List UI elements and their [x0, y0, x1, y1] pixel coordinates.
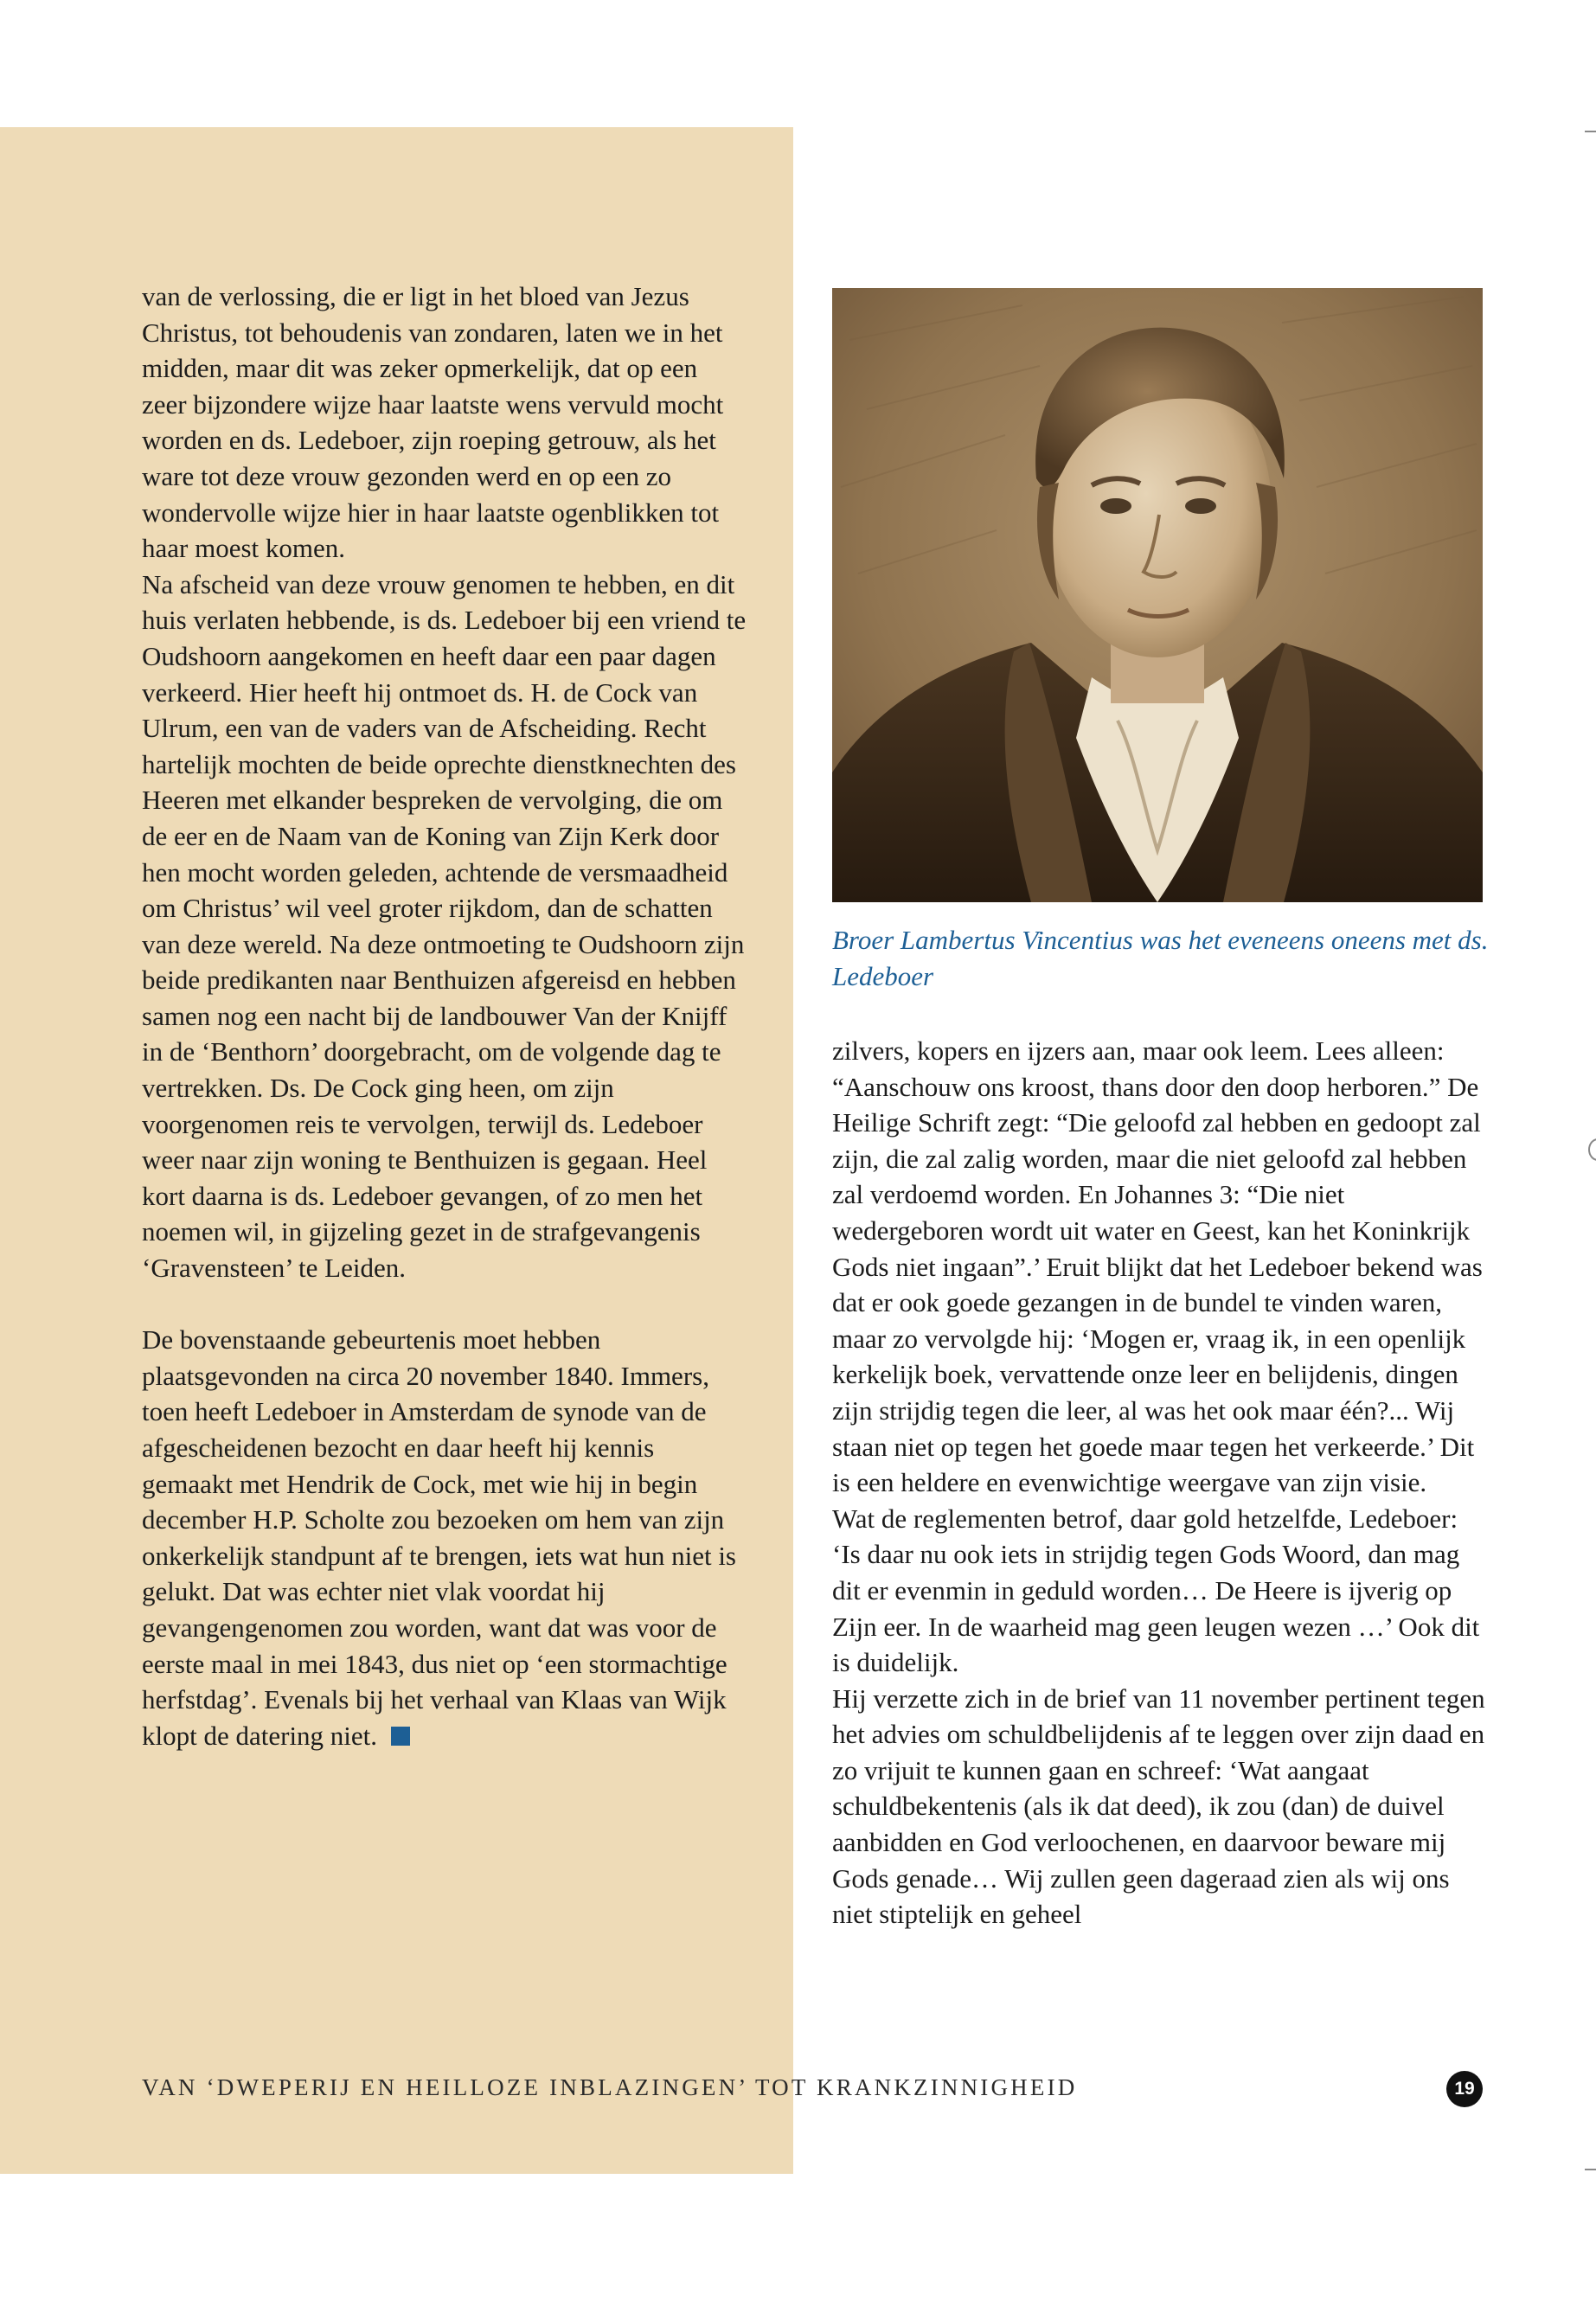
left-paragraph-3-text: De bovenstaande gebeurtenis moet hebben plaatsgevonden na circa 20 november 1840. Immers, toen heeft Ledeboer in Amsterdam de synode van de afgescheidenen bezocht en daar heeft hij kennis gemaakt met Hendrik de Cock, met wie hij in begin december H.P. Scholte zou bezoeken om hem van zijn onkerkelijk standpunt af te brengen, iets wat hun niet is gelukt. Dat was echter niet vlak voordat hij gevangengenomen zou worden, want dat was voor de eerste maal in mei 1843, dus niet op ‘een stormachtige herfstdag’. Evenals bij het verhaal van Klaas van Wijk klopt de datering niet.	[142, 1324, 736, 1751]
left-paragraph-1: van de verlossing, die er ligt in het bloed van Jezus Christus, tot behoudenis van zondaren, laten we in het midden, maar dit was zeker opmerkelijk, dat op een zeer bijzondere wijze haar laatste wens vervuld mocht worden en ds. Ledeboer, zijn roeping getrouw, als het ware tot deze vrouw gezonden werd en op een zo wondervolle wijze hier in haar laatste ogenblikken tot haar moest komen.	[142, 281, 724, 564]
left-text-column	[142, 279, 747, 1753]
right-paragraph-2: Wat de reglementen betrof, daar gold hetzelfde, Ledeboer: ‘Is daar nu ook iets in strijdig tegen Gods Woord, dan mag dit er evenmin in geduld worden… De Heere is ijverig op Zijn eer. In de waarheid mag geen leugen wezen …’ Ook dit is duidelijk.	[832, 1503, 1480, 1678]
running-footer-title: VAN ‘DWEPERIJ EN HEILLOZE INBLAZINGEN’ TOT KRANKZINNIGHEID	[142, 2074, 1078, 2100]
crop-mark-top	[1585, 131, 1596, 132]
article-end-square-icon	[391, 1727, 410, 1746]
left-paragraph-2: Na afscheid van deze vrouw genomen te hebben, en dit huis verlaten hebbende, is ds. Ledeboer bij een vriend te Oudshoorn aangekomen en heeft daar een paar dagen verkeerd. Hier heeft hij ontmoet ds. H. de Cock van Ulrum, een van de vaders van de Afscheiding. Recht hartelijk mochten de beide oprechte dienstknechten des Heeren met elkander bespreken de vervolging, die om de eer en de Naam van de Koning van Zijn Kerk door hen mocht worden geleden, achtende de versmaadheid om Christus’ wil veel groter rijkdom, dan de schatten van deze wereld. Na deze ontmoeting te Oudshoorn zijn beide predikanten naar Benthuizen afgereisd en hebben samen nog een nacht bij de landbouwer Van der Knijff in de ‘Benthorn’ doorgebracht, om de volgende dag te vertrekken. Ds. De Cock ging heen, om zijn voorgenomen reis te vervolgen, terwijl ds. Ledeboer weer naar zijn woning te Benthuizen is gegaan. Heel kort daarna is ds. Ledeboer gevangen, of zo men het noemen wil, in gijzeling gezet in de strafgevangenis ‘Gravensteen’ te Leiden.	[142, 568, 747, 1284]
portrait-photo	[832, 288, 1483, 902]
figure-caption: Broer Lambertus Vincentius was het eveneens oneens met ds. Ledeboer	[832, 925, 1489, 991]
left-paragraph-3	[142, 1322, 747, 1753]
right-paragraph-3: Hij verzette zich in de brief van 11 november pertinent tegen het advies om schuldbelijdenis af te leggen over zijn daad en zo vrijuit te kunnen gaan en schreef: ‘Wat aangaat schuldbekentenis (als ik dat deed), ik zou (dan) de duivel aanbidden en God verloochenen, en daarvoor beware mij Gods genade… Wij zullen geen dageraad zien als wij ons niet stiptelijk en geheel	[832, 1682, 1485, 1930]
crop-mark-bottom	[1585, 2169, 1596, 2170]
right-paragraph-1: zilvers, kopers en ijzers aan, maar ook leem. Lees alleen: “Aanschouw ons kroost, thans door den doop herboren.” De Heilige Schrift zegt: “Die geloofd zal hebben en gedoopt zal zijn, die zal zalig worden, maar die niet geloofd zal hebben zal verdoemd worden. En Johannes 3: “Die niet wedergeboren wordt uit water en Geest, kan het Koninkrijk Gods niet ingaan”.’ Eruit blijkt dat het Ledeboer bekend was dat er ook goede gezangen in de bundel te vinden waren, maar zo vervolgde hij: ‘Mogen er, vraag ik, in een openlijk kerkelijk boek, vervattende onze leer en belijdenis, dingen zijn strijdig tegen die leer, al was het ook maar één?... Wij staan niet op tegen het goede maar tegen het verkeerde.’ Dit is een heldere en evenwichtige weergave van zijn visie.	[832, 1035, 1483, 1498]
right-text-column	[832, 1033, 1490, 1932]
registration-mark-icon	[1588, 1138, 1596, 1161]
page-number-badge: 19	[1446, 2071, 1483, 2107]
